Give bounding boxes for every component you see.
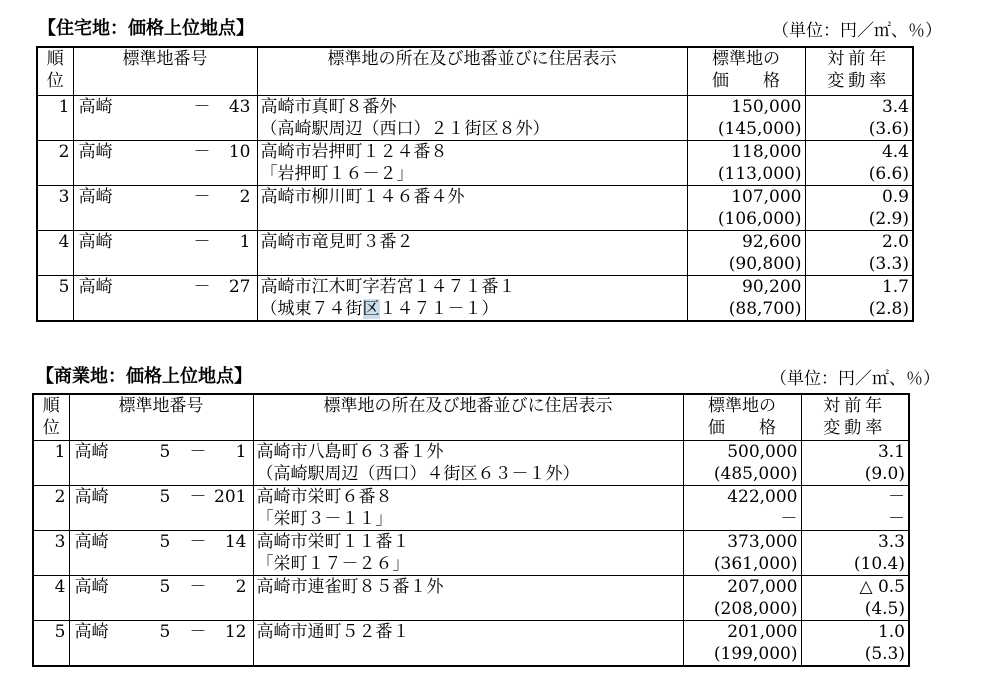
- table-row: [37, 95, 913, 140]
- number-cell: 高崎 － 2: [73, 185, 257, 230]
- price-cell: 92,600 (90,800): [687, 230, 805, 275]
- rank-cell: 1: [33, 440, 69, 485]
- address-cell: 高崎市江木町字若宮１４７１番１ （城東７４街区１４７１－１）: [257, 275, 687, 321]
- change-cell: △ 0.5 (4.5): [801, 575, 909, 620]
- address-cell: 高崎市栄町６番８ 「栄町３－１１」: [253, 485, 683, 530]
- commercial-unit-label: （単位：円／㎡、％）: [770, 369, 940, 389]
- table-header-row: [37, 47, 913, 95]
- address-cell: 高崎市通町５２番１: [253, 620, 683, 666]
- rank-cell: 1: [37, 95, 73, 140]
- number-cell: 高崎 5 － 14: [69, 530, 253, 575]
- change-cell: 2.0 (3.3): [805, 230, 913, 275]
- header-address: 標準地の所在及び地番並びに住居表示: [257, 47, 687, 95]
- change-cell: 4.4 (6.6): [805, 140, 913, 185]
- table-row: [33, 440, 909, 485]
- number-cell: 高崎 － 10: [73, 140, 257, 185]
- price-cell: 500,000 (485,000): [683, 440, 801, 485]
- header-number: 標準地番号: [69, 394, 253, 440]
- table-row: [33, 620, 909, 666]
- header-change: 対前年 変動率: [805, 47, 913, 95]
- rank-cell: 5: [37, 275, 73, 321]
- change-cell: － －: [801, 485, 909, 530]
- table-row: [37, 185, 913, 230]
- address-cell: 高崎市岩押町１２４番８ 「岩押町１６－２」: [257, 140, 687, 185]
- address-cell: 高崎市八島町６３番１外 （高崎駅周辺（西口）４街区６３－１外）: [253, 440, 683, 485]
- number-cell: 高崎 － 27: [73, 275, 257, 321]
- header-address: 標準地の所在及び地番並びに住居表示: [253, 394, 683, 440]
- change-cell: 3.1 (9.0): [801, 440, 909, 485]
- price-cell: 118,000 (113,000): [687, 140, 805, 185]
- change-cell: 1.0 (5.3): [801, 620, 909, 666]
- change-cell: 3.4 (3.6): [805, 95, 913, 140]
- number-cell: 高崎 5 － 12: [69, 620, 253, 666]
- number-cell: 高崎 5 － 1: [69, 440, 253, 485]
- change-cell: 3.3 (10.4): [801, 530, 909, 575]
- number-cell: 高崎 5 － 2: [69, 575, 253, 620]
- commercial-section-title: 【商業地：価格上位地点】: [36, 366, 252, 387]
- price-cell: 90,200 (88,700): [687, 275, 805, 321]
- table-header-row: [33, 394, 909, 440]
- address-cell: 高崎市真町８番外 （高崎駅周辺（西口）２１街区８外）: [257, 95, 687, 140]
- table-row: [37, 230, 913, 275]
- header-change: 対前年 変動率: [801, 394, 909, 440]
- header-price: 標準地の 価 格: [687, 47, 805, 95]
- table-row: [33, 530, 909, 575]
- rank-cell: 3: [33, 530, 69, 575]
- commercial-table: [32, 393, 910, 667]
- address-cell: 高崎市栄町１１番１ 「栄町１７－２６」: [253, 530, 683, 575]
- rank-cell: 2: [37, 140, 73, 185]
- header-rank: 順 位: [33, 394, 69, 440]
- text-selection-highlight[interactable]: 区: [362, 298, 380, 319]
- residential-section-title: 【住宅地：価格上位地点】: [38, 18, 254, 39]
- number-cell: 高崎 － 43: [73, 95, 257, 140]
- rank-cell: 4: [37, 230, 73, 275]
- header-price: 標準地の 価 格: [683, 394, 801, 440]
- change-cell: 0.9 (2.9): [805, 185, 913, 230]
- rank-cell: 3: [37, 185, 73, 230]
- table-row: [33, 575, 909, 620]
- number-cell: 高崎 － 1: [73, 230, 257, 275]
- price-cell: 207,000 (208,000): [683, 575, 801, 620]
- price-cell: 373,000 (361,000): [683, 530, 801, 575]
- number-cell: 高崎 5 － 201: [69, 485, 253, 530]
- header-rank: 順 位: [37, 47, 73, 95]
- rank-cell: 5: [33, 620, 69, 666]
- address-cell: 高崎市柳川町１４６番４外: [257, 185, 687, 230]
- address-cell: 高崎市竜見町３番２: [257, 230, 687, 275]
- header-number: 標準地番号: [73, 47, 257, 95]
- table-row: [37, 275, 913, 321]
- price-cell: 107,000 (106,000): [687, 185, 805, 230]
- price-cell: 150,000 (145,000): [687, 95, 805, 140]
- residential-table: [36, 46, 914, 322]
- rank-cell: 2: [33, 485, 69, 530]
- residential-unit-label: （単位：円／㎡、％）: [772, 21, 942, 41]
- rank-cell: 4: [33, 575, 69, 620]
- price-cell: 422,000 －: [683, 485, 801, 530]
- address-cell: 高崎市連雀町８５番１外: [253, 575, 683, 620]
- table-row: [33, 485, 909, 530]
- price-cell: 201,000 (199,000): [683, 620, 801, 666]
- table-row: [37, 140, 913, 185]
- change-cell: 1.7 (2.8): [805, 275, 913, 321]
